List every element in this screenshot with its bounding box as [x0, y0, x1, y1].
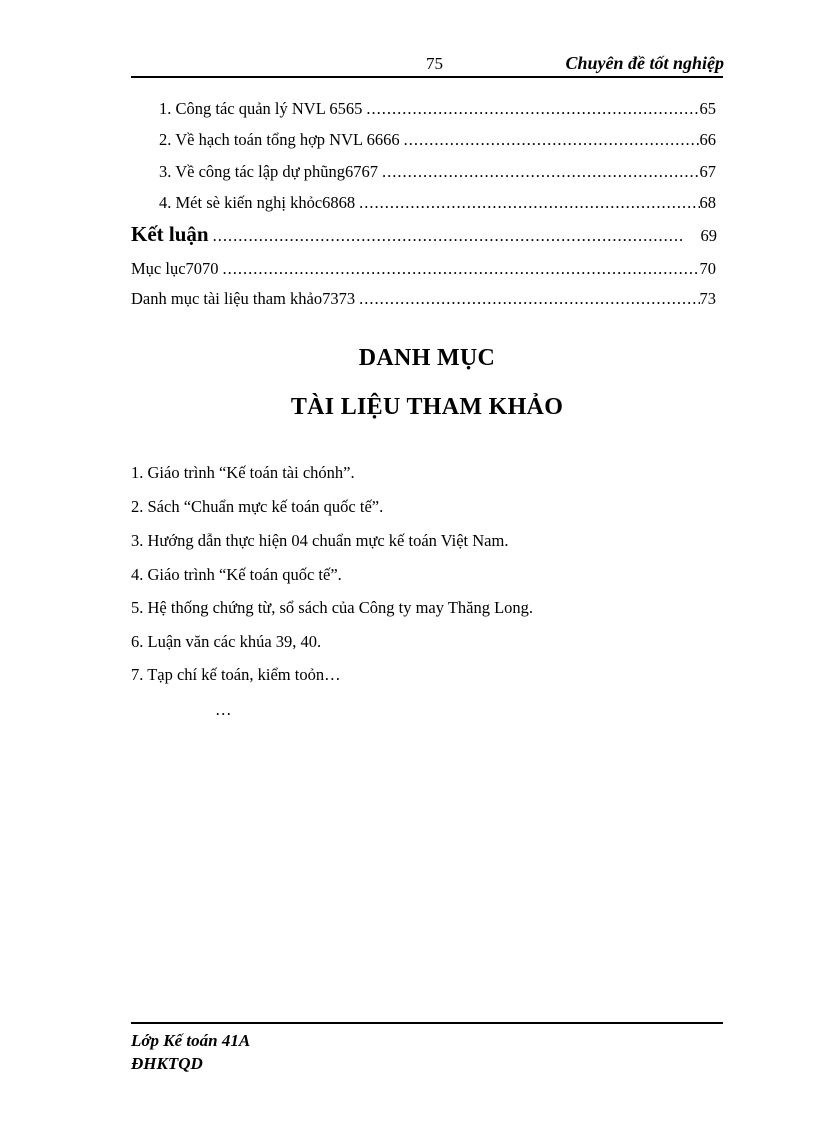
- footer-school: ĐHKTQD: [131, 1054, 203, 1073]
- section-heading-line2: TÀI LIỆU THAM KHẢO: [290, 394, 564, 420]
- toc-entry: [131, 289, 716, 309]
- toc-entry: [159, 130, 716, 150]
- reference-item: 1. Giáo trình “Kế toán tài chónh”.: [131, 463, 355, 482]
- toc-entry-page: 70: [699, 259, 716, 278]
- footer-class-name: Lớp Kế toán 41A: [131, 1031, 251, 1050]
- header-title: Chuyên đề tốt nghiệp: [565, 53, 724, 73]
- toc-entry-text: Danh mục tài liệu tham khảo7373: [131, 289, 356, 308]
- reference-item: 4. Giáo trình “Kế toán quốc tế”.: [131, 565, 342, 584]
- toc-entry-page: 66: [699, 130, 716, 149]
- toc-entry-text: 3. Về công tác lập dự phũng6767: [159, 162, 378, 181]
- toc-entry-text: 2. Về hạch toán tổng hợp NVL 6666: [159, 130, 400, 149]
- toc-leader-dots: [359, 289, 699, 309]
- toc-leader-dots: [359, 193, 699, 213]
- toc-entry-page: 69: [700, 226, 717, 245]
- toc-entry-page: 68: [699, 193, 716, 212]
- header-rule: [131, 76, 723, 78]
- toc-entry-conclusion: [131, 222, 717, 247]
- reference-item: 2. Sách “Chuẩn mực kế toán quốc tế”.: [131, 497, 384, 516]
- footer-rule: [131, 1022, 723, 1024]
- toc-entry-page: 67: [699, 162, 716, 181]
- toc-leader-dots: [366, 99, 699, 119]
- toc-entry-text: 1. Công tác quản lý NVL 6565: [159, 99, 363, 118]
- toc-leader-dots: [404, 130, 700, 150]
- toc-leader-dots: [213, 226, 683, 246]
- trailing-ellipsis: …: [215, 700, 232, 719]
- reference-item: 5. Hệ thống chứng từ, sổ sách của Công ty may Thăng Long.: [131, 598, 534, 617]
- toc-entry-text: Kết luận: [131, 222, 209, 246]
- toc-entry: [159, 193, 716, 213]
- toc-leader-dots: [382, 162, 700, 182]
- toc-entry: [159, 162, 716, 182]
- toc-entry-text: 4. Mét sè kiến nghị khỏc6868: [159, 193, 356, 212]
- toc-entry: [159, 99, 716, 119]
- toc-entry-page: 73: [699, 289, 716, 308]
- toc-leader-dots: [223, 259, 700, 279]
- toc-entry: [131, 259, 716, 279]
- section-heading-line1: DANH MỤC: [358, 345, 496, 371]
- reference-item: 6. Luận văn các khúa 39, 40.: [131, 632, 322, 651]
- reference-item: 3. Hướng dẫn thực hiện 04 chuẩn mực kế toán Việt Nam.: [131, 531, 509, 550]
- page-number: 75: [426, 54, 443, 73]
- toc-entry-text: Mục lục7070: [131, 259, 219, 278]
- reference-item: 7. Tạp chí kế toán, kiểm toỏn…: [131, 665, 341, 684]
- toc-entry-page: 65: [699, 99, 716, 118]
